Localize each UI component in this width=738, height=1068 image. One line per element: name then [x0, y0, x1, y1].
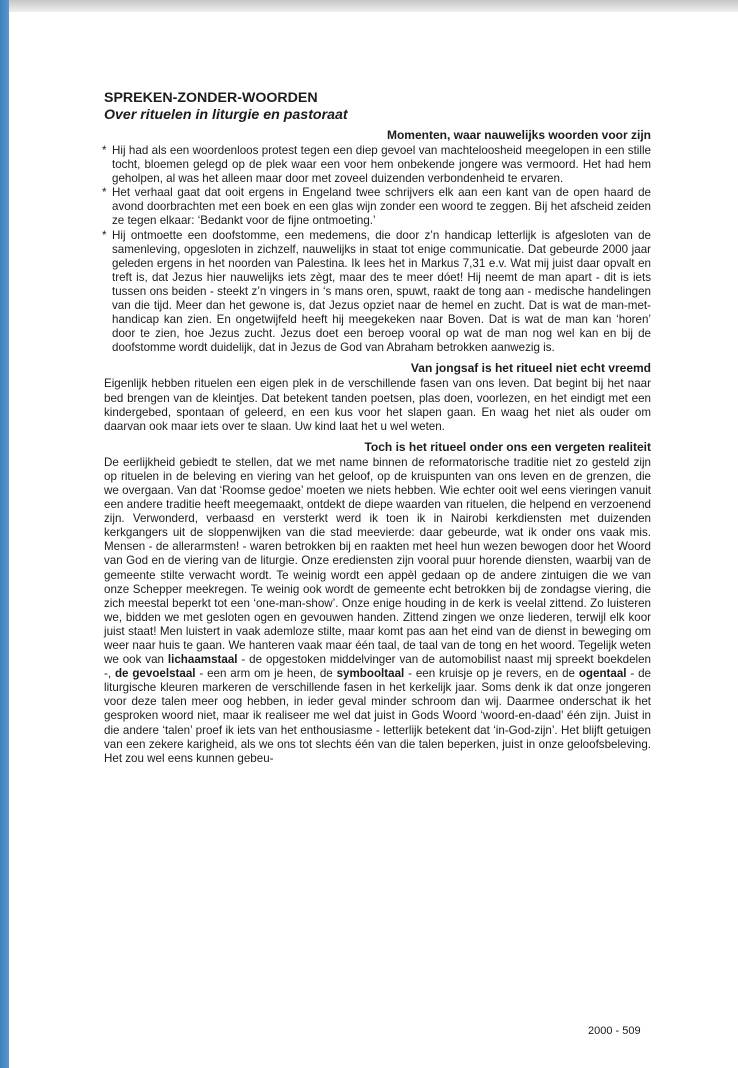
- term-lichaamstaal: lichaamstaal: [167, 653, 238, 667]
- article-title: SPREKEN-ZONDER-WOORDEN: [104, 90, 318, 106]
- term-ogentaal: ogentaal: [578, 667, 627, 681]
- asterisk-bullet: *: [102, 228, 107, 242]
- bullet-text: Hij had als een woordenloos protest tegen een diep gevoel van machteloosheid meegelopen in een stille tocht, bloemen gelegd op de plek waar een voor hem onbekende jongere was vermoord. Het had hem geholpen, al was het alleen maar door met zoveel duizenden verbondenheid te ervaren.: [112, 144, 651, 186]
- bullet-item: [104, 186, 651, 228]
- paragraph-text: - de liturgische kleuren markeren de verschillende fasen in het kerkelijk jaar. Soms denk ik dat onze jongeren voor deze talen meer oog hebben, in ieder geval minder schroom dan wij. Daarmee onderschat ik het gesproken woord niet, maar ik realiseer me wel dat juist in Gods Woord ‘woord-en-daad’ één zijn. Juist in die andere ‘talen’ proef ik iets van het enthousiasme - letterlijk betekent dat ‘in-God-zijn’. Het blijft getuigen van een zekere karigheid, als we ons tot slechts één van die talen beperken, juist in onze geloofsbeleving. Het zou wel eens kunnen gebeu-: [104, 667, 651, 765]
- paragraph-text: - de opgestoken middelvinger van de automobilist naast mij spreekt boekdelen -,: [104, 653, 651, 681]
- article: [104, 90, 651, 766]
- bullet-item: [104, 144, 651, 186]
- term-symbooltaal: symbooltaal: [336, 667, 405, 681]
- paragraph-text: - een arm om je heen, de: [195, 667, 337, 681]
- paragraph-forgotten-reality: [104, 456, 651, 766]
- asterisk-bullet: *: [102, 186, 107, 200]
- bullet-text: Het verhaal gaat dat ooit ergens in Engeland twee schrijvers elk aan een kant van de open haard de avond doorbrachten met een boek en een glas wijn zonder een woord te zeggen. Bij het afscheid zeiden ze tegen elkaar: ‘Bedankt voor de fijne ontmoeting.’: [112, 186, 651, 228]
- paragraph-text: - een kruisje op je revers, en de: [404, 667, 579, 681]
- top-edge-shadow: [9, 0, 738, 12]
- section-heading-moments: Momenten, waar nauwelijks woorden voor zijn: [386, 128, 651, 142]
- binding-spine: [0, 0, 9, 1068]
- section-heading-forgotten-reality: Toch is het ritueel onder ons een vergeten realiteit: [364, 439, 651, 454]
- section-heading-childhood: Van jongsaf is het ritueel niet echt vreemd: [410, 361, 651, 376]
- paragraph-childhood: Eigenlijk hebben rituelen een eigen plek in de verschillende fasen van ons leven. Dat begint bij het naar bed brengen van de kleintjes. Dat betekent tanden poetsen, plas doen, voorlezen, en het eindigt met een kindergebed, spontaan of geleerd, en een kus voor het slapen gaan. En waag het niet als ouder om daarvan ook maar iets over te slaan. Uw kind laat het u wel weten.: [104, 377, 651, 433]
- bullet-text: Hij ontmoette een doofstomme, een medemens, die door z’n handicap letterlijk is afgesloten van de samenleving, opgesloten in zichzelf, nauwelijks in staat tot enige communicatie. Dat gebeurde 2000 jaar geleden ergens in het noorden van Palestina. Ik lees het in Markus 7,31 e.v. Wat mij juist daar opvalt en treft is, dat Jezus hier nauwelijks iets zègt, maar des te meer dóet! Hij neemt de man apart - dit is iets tussen ons beiden - steekt z’n vingers in ‘s mans oren, spuwt, raakt de tong aan - medische handelingen van die tijd. Meer dan het gewone is, dat Jezus opziet naar de hemel en zucht. Dat is wat de man-met-handicap kan zien. En ongetwijfeld heeft hij meegekeken naar Boven. Dat is wat de man kan ‘horen’ door te zien, hoe Jezus zucht. Jezus doet een beroep vooral op wat de man nog wel kan en bij de doofstomme wordt duidelijk, dat in Jezus de God van Abraham betrokken aanwezig is.: [112, 228, 651, 355]
- bullet-item: [104, 229, 651, 356]
- term-gevoelstaal: de gevoelstaal: [114, 667, 196, 681]
- page-number: 2000 - 509: [588, 1025, 641, 1037]
- asterisk-bullet: *: [102, 144, 107, 157]
- article-subtitle: Over rituelen in liturgie en pastoraat: [104, 107, 348, 123]
- paragraph-text: De eerlijkheid gebiedt te stellen, dat we met name binnen de reformatorische traditie niet zo gesteld zijn op rituelen in de beleving en viering van het geloof, op de kruispunten van ons leven en de grenzen, die we overgaan. Van dat ‘Roomse gedoe’ moeten we niets hebben. Wie echter ooit wel eens vieringen vanuit een andere traditie heeft meegemaakt, ontdekt de diepe waarden van rituelen, die helpend en verzoenend zijn. Verwonderd, verbaasd en versterkt werd ik toen ik in Nairobi kerkdiensten met duizenden kerkgangers uit de sloppenwijken van die stad meevierde: daar gebeurde, wat ik onder ons vaak mis. Mensen - de allerarmsten! - waren betrokken bij en raakten met heel hun wezen bewogen door het Woord van God en de viering van de liturgie. Onze erediensten zijn vooral puur horende diensten, waarbij van de gemeente stilte verwacht wordt. Te weinig wordt een appèl gedaan op de andere zintuigen die we van onze Schepper meekregen. Te weinig ook wordt de gemeente echt betrokken bij de zondagse viering, die zich meestal beperkt tot een ‘one-man-show’. Onze enige houding in de kerk is veelal zittend. Zo luisteren we, bidden we met gesloten ogen en gevouwen handen. Zittend zingen we onze liederen, terwijl elk koor juist staat! Men luistert in vaak ademloze stilte, maar komt pas aan het eind van de dienst in beweging om weer naar huis te gaan. We hanteren vaak maar één taal, de taal van de tong en het woord. Tegelijk weten we ook van: [104, 455, 651, 667]
